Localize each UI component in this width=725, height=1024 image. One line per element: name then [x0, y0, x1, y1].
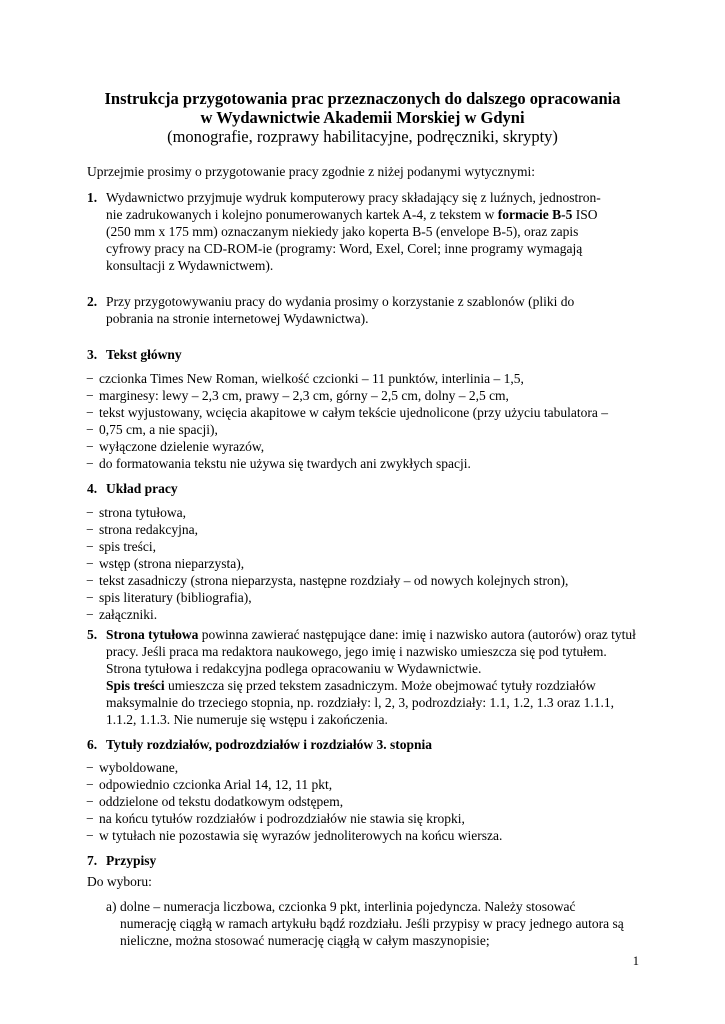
s1-line-1: Wydawnictwo przyjmuje wydruk komputerowy pracy składający się z luźnych, jednostron-: [106, 190, 601, 205]
s7-choose: Do wyboru:: [87, 874, 152, 889]
section-number: 6.: [87, 737, 98, 752]
s5-line-3: Strona tytułowa i redakcyjna podlega opracowaniu w Wydawnictwie.: [106, 661, 482, 676]
document-title-line-2: w Wydawnictwie Akademii Morskiej w Gdyni: [200, 108, 525, 127]
list-item: − wyboldowane,: [68, 759, 642, 776]
section-5: [87, 626, 647, 728]
s2-line-1: Przy przygotowywaniu pracy do wydania prosimy o korzystanie z szablonów (pliki do: [106, 294, 575, 309]
page-number: 1: [632, 954, 639, 968]
list-item: − załączniki.: [68, 606, 642, 623]
s1-line-2: nie zadrukowanych i kolejno ponumerowanych kartek A-4, z tekstem w formacie B-5 ISO: [106, 207, 598, 222]
list-item: − tekst zasadniczy (strona nieparzysta, następne rozdziały – od nowych kolejnych stron),: [68, 572, 642, 589]
list-item: − strona tytułowa,: [68, 504, 642, 521]
list-item: − wstęp (strona nieparzysta),: [68, 555, 642, 572]
list-item: − w tytułach nie pozostawia się wyrazów jednoliterowych na końcu wiersza.: [68, 827, 642, 844]
s1-line-5: konsultacji z Wydawnictwem).: [106, 258, 274, 273]
section-6-heading: Tytuły rozdziałów, podrozdziałów i rozdziałów 3. stopnia: [106, 737, 433, 752]
s7-item-a-label: a): [106, 899, 117, 914]
list-item-continuation: − tekst wyjustowany, wcięcia akapitowe w całym tekście ujednolicone (przy użyciu tabulatora –: [68, 404, 642, 421]
section-number: 2.: [87, 294, 98, 309]
list-item: − oddzielone od tekstu dodatkowym odstępem,: [68, 793, 642, 810]
s5-line-4: Spis treści umieszcza się przed tekstem zasadniczym. Może obejmować tytuły rozdziałów: [106, 678, 596, 693]
section-7-heading: Przypisy: [106, 853, 157, 868]
list-item: − spis treści,: [68, 538, 642, 555]
list-item: − marginesy: lewy – 2,3 cm, prawy – 2,3 cm, górny – 2,5 cm, dolny – 2,5 cm,: [68, 387, 642, 404]
section-number: 4.: [87, 481, 98, 496]
section-7: [87, 852, 647, 949]
list-item: − wyłączone dzielenie wyrazów,: [68, 438, 642, 455]
section-number: 5.: [87, 627, 98, 642]
s1-line-3: (250 mm x 175 mm) oznaczanym niekiedy jako koperta B-5 (envelope B-5), oraz zapis: [106, 224, 579, 239]
section-number: 1.: [87, 190, 98, 205]
s7-item-a: a) dolne – numeracja liczbowa, czcionka 9 pkt, interlinia pojedyncza. Należy stosować numerację ciągłą w ramach artykułu bądź rozdziału. Jeśli przypisy w pracy jednego autora są nieliczne, można stosować numerację ciągłą w całym maszynopisie;: [106, 899, 624, 948]
section-number: 7.: [87, 853, 98, 868]
section-1: [87, 189, 642, 274]
s2-line-2: pobrania na stronie internetowej Wydawnictwa).: [106, 311, 369, 326]
s5-line-6: 1.1.2, 1.1.3. Nie numeruje się wstępu i zakończenia.: [106, 712, 388, 727]
section-number: 3.: [87, 347, 98, 362]
section-2: [87, 293, 642, 327]
list-item-continuation: − 0,75 cm, a nie spacji),: [68, 421, 642, 438]
list-item: − odpowiednio czcionka Arial 14, 12, 11 pkt,: [68, 776, 642, 793]
list-item: − strona redakcyjna,: [68, 521, 642, 538]
list-item: − czcionka Times New Roman, wielkość czcionki – 11 punktów, interlinia – 1,5,: [68, 370, 642, 387]
document-subtitle: (monografie, rozprawy habilitacyjne, podręczniki, skrypty): [167, 127, 558, 146]
section-4-heading: Układ pracy: [106, 481, 178, 496]
s5-line-2: pracy. Jeśli praca ma redaktora naukowego, jego imię i nazwisko umieszcza się pod tytułem.: [106, 644, 607, 659]
s5-line-5: maksymalnie do trzeciego stopnia, np. rozdziały: l, 2, 3, podrozdziały: 1.1, 1.2, 1.3 oraz 1.1.1,: [106, 695, 614, 710]
list-item: − do formatowania tekstu nie używa się twardych ani zwykłych spacji.: [68, 455, 642, 472]
section-3-heading: Tekst główny: [106, 347, 182, 362]
list-item: − spis literatury (bibliografia),: [68, 589, 642, 606]
document-title-line-1: Instrukcja przygotowania prac przeznaczonych do dalszego opracowania: [104, 89, 621, 108]
s1-line-4: cyfrowy pracy na CD-ROM-ie (programy: Word, Exel, Corel; inne programy wymagają: [106, 241, 583, 256]
s1-bold-format: formacie B-5: [497, 207, 573, 222]
s5-line-1: Strona tytułowa powinna zawierać następujące dane: imię i nazwisko autora (autorów) oraz tytuł: [106, 627, 636, 642]
intro-text: Uprzejmie prosimy o przygotowanie pracy zgodnie z niżej podanymi wytycznymi:: [87, 164, 535, 179]
section-3: [87, 346, 642, 472]
list-item: − na końcu tytułów rozdziałów i podrozdziałów nie stawia się kropki,: [68, 810, 642, 827]
section-4: [87, 480, 642, 623]
section-6: [87, 736, 642, 844]
